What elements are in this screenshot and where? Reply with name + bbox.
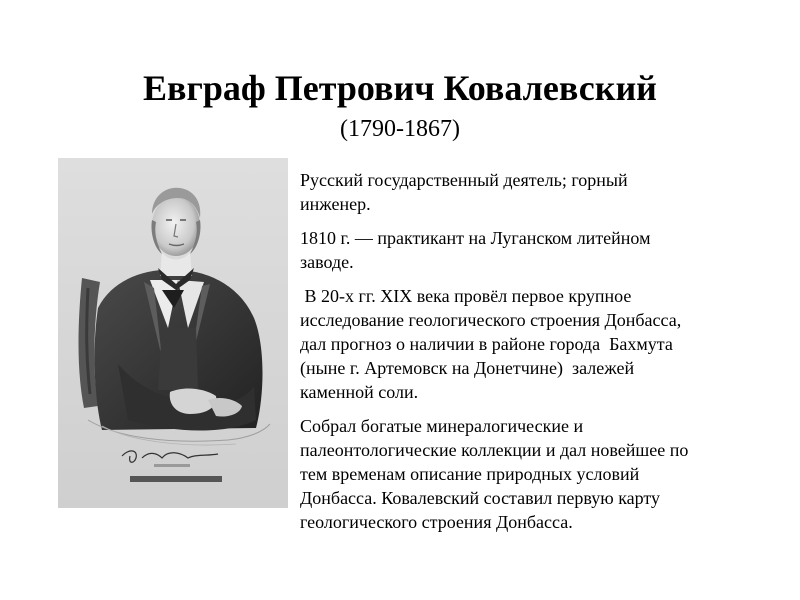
paragraph-1810 [300, 226, 770, 274]
biography-text [300, 168, 770, 534]
text-line: дал прогноз о наличии в районе города Бахмута [300, 334, 673, 354]
slide-title: Евграф Петрович Ковалевский [143, 68, 657, 108]
paragraph-collections [300, 414, 770, 534]
slide-subtitle-years: (1790-1867) [340, 116, 460, 142]
text-line: В 20-х гг. XIX века провёл первое крупное [300, 286, 632, 306]
text-line: исследование геологического строения Донбасса, [300, 310, 682, 330]
text-line: геологического строения Донбасса. [300, 512, 573, 532]
portrait-lithograph [58, 158, 288, 508]
portrait-image [58, 158, 288, 508]
text-line: Русский государственный деятель; горный [300, 170, 628, 190]
text-line: тем временам описание природных условий [300, 464, 640, 484]
text-line: заводе. [300, 252, 354, 272]
paragraph-research [300, 284, 770, 404]
paragraph-role [300, 168, 770, 216]
text-line: (ныне г. Артемовск на Донетчине) залежей [300, 358, 635, 378]
text-line: Собрал богатые минералогические и [300, 416, 584, 436]
text-line: инженер. [300, 194, 371, 214]
text-line: каменной соли. [300, 382, 419, 402]
text-line: палеонтологические коллекции и дал новейшее по [300, 440, 689, 460]
text-line: Донбасса. Ковалевский составил первую карту [300, 488, 661, 508]
text-line: 1810 г. — практикант на Луганском литейном [300, 228, 651, 248]
